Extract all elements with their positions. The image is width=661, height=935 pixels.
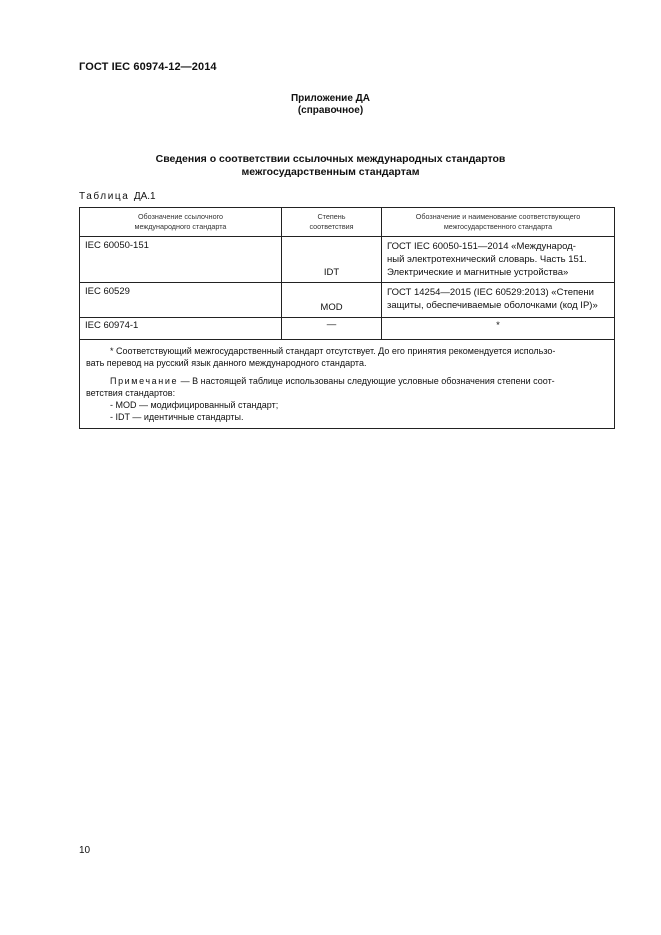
note-list-item: - IDT — идентичные стандарты. xyxy=(110,412,244,422)
header-reference-standard: Обозначение ссылочного международного стандарта xyxy=(80,208,282,237)
table-caption-number: ДА.1 xyxy=(133,191,156,202)
cell-interstate-standard: ГОСТ IEC 60050-151—2014 «Международ- ный электротехнический словарь. Часть 151. Электрические и магнитные устройства» xyxy=(382,237,615,283)
cell-degree: MOD xyxy=(282,283,382,318)
header-degree-of-conformity: Степень соответствия xyxy=(282,208,382,237)
standards-correspondence-table xyxy=(79,207,615,429)
annex-title: Приложение ДА xyxy=(290,93,371,104)
cell-interstate-standard: ГОСТ 14254—2015 (IEC 60529:2013) «Степени защиты, обеспечиваемые оболочками (код IP)» xyxy=(382,283,615,318)
document-code: ГОСТ IEC 60974-12—2014 xyxy=(79,61,217,73)
cell-reference-standard: IEC 60050-151 xyxy=(80,237,282,283)
cell-interstate-standard: * xyxy=(382,318,615,340)
cell-degree: — xyxy=(282,318,382,340)
table-row xyxy=(80,283,615,318)
section-heading-line-2: межгосударственным стандартам xyxy=(241,166,420,178)
page-number: 10 xyxy=(79,845,91,856)
note-list-item: - MOD — модифицированный стандарт; xyxy=(110,400,279,410)
table-notes xyxy=(80,340,615,429)
table-row xyxy=(80,237,615,283)
header-interstate-standard: Обозначение и наименование соответствующего межгосударственного стандарта xyxy=(382,208,615,237)
cell-reference-standard: IEC 60974-1 xyxy=(80,318,282,340)
table-header-row xyxy=(80,208,615,237)
section-heading-line-1: Сведения о соответствии ссылочных международных стандартов xyxy=(155,153,506,165)
footnote-line-1: * Соответствующий межгосударственный стандарт отсутствует. До его принятия рекомендуется использо- xyxy=(110,346,556,356)
note-label: Примечание xyxy=(110,376,179,386)
annex-subtitle: (справочное) xyxy=(297,105,364,116)
table-row xyxy=(80,318,615,340)
table-notes-row xyxy=(80,340,615,429)
cell-reference-standard: IEC 60529 xyxy=(80,283,282,318)
cell-degree: IDT xyxy=(282,237,382,283)
footnote-line-2: вать перевод на русский язык данного международного стандарта. xyxy=(86,358,367,368)
note-line-1: Примечание — В настоящей таблице использованы следующие условные обозначения степени соот- xyxy=(110,376,555,386)
table-caption xyxy=(79,191,156,202)
table-caption-word: Таблица xyxy=(79,191,130,202)
note-line-2: ветствия стандартов: xyxy=(86,388,176,398)
